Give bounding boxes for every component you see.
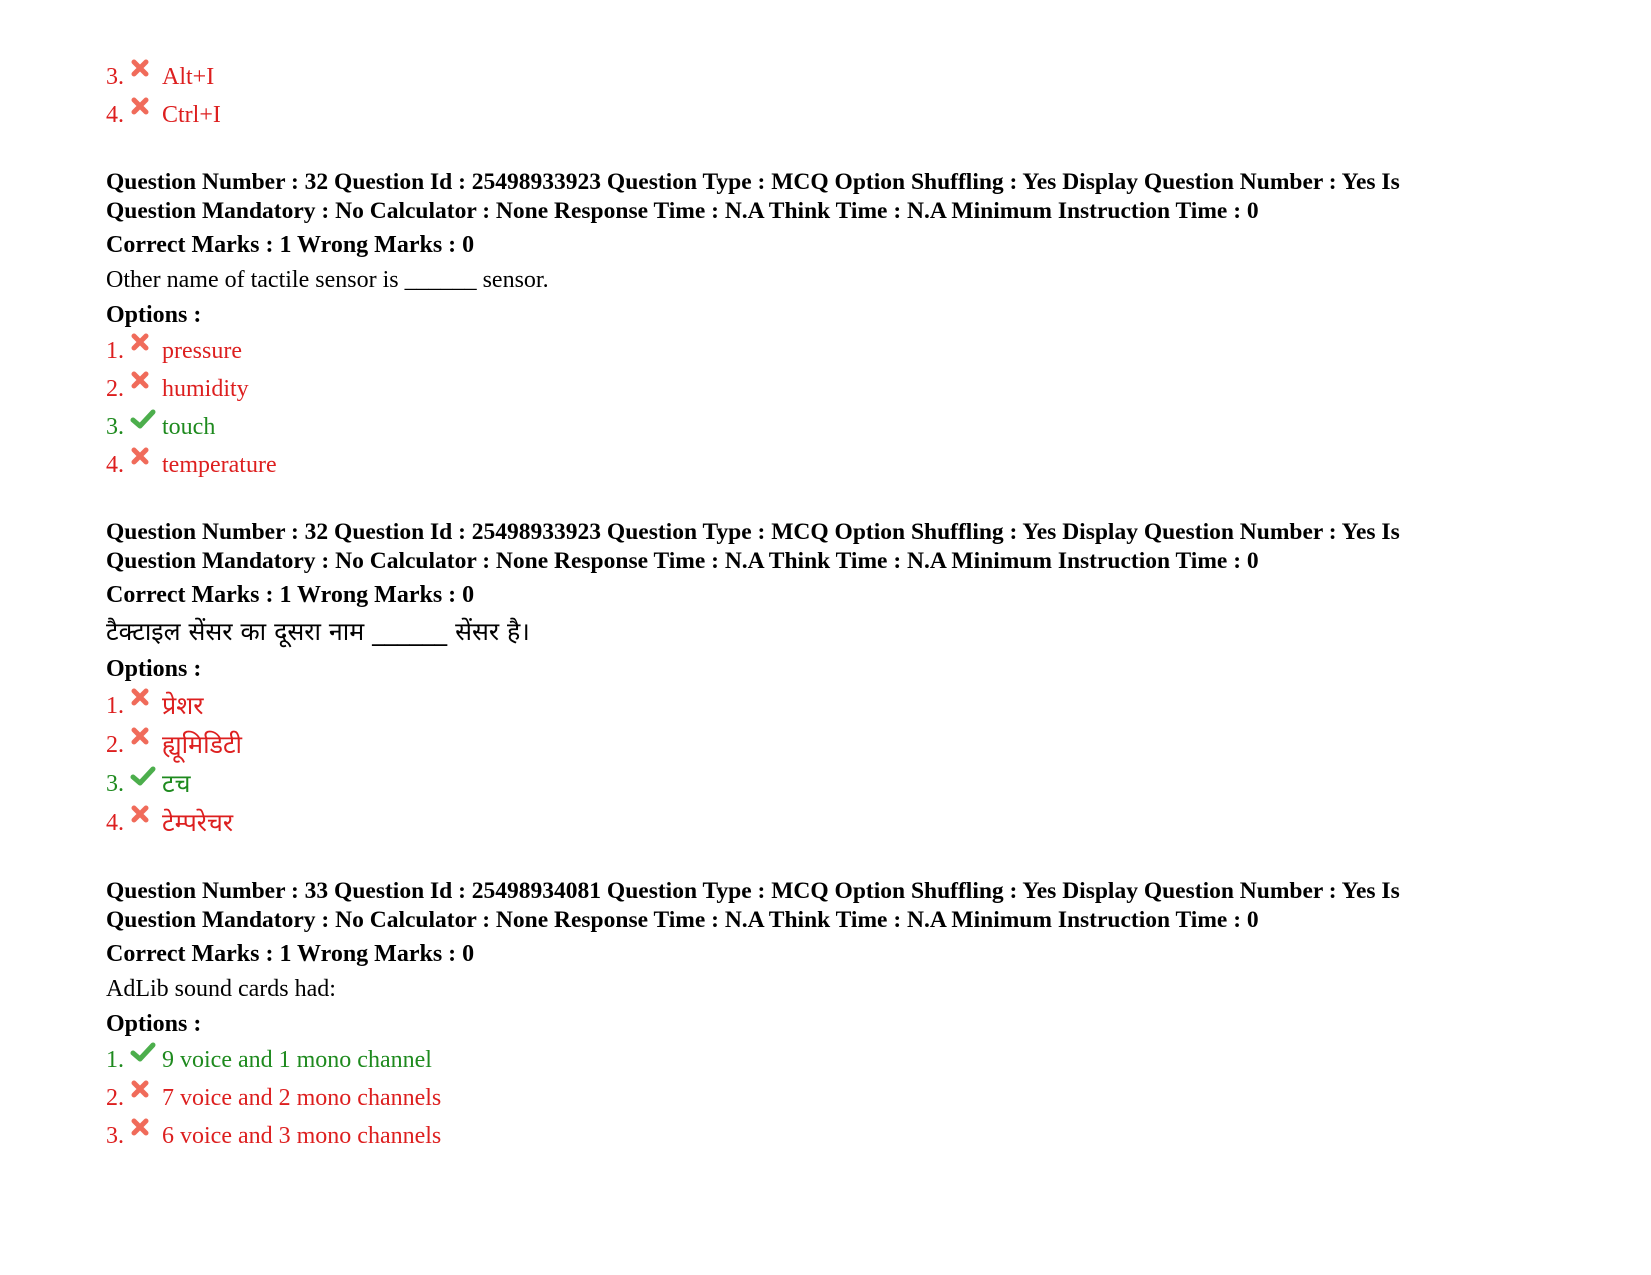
option-text: टच <box>162 769 191 798</box>
option-item <box>106 1045 1566 1075</box>
cross-icon <box>130 726 156 752</box>
cross-icon <box>130 96 156 122</box>
question-block <box>106 168 1566 480</box>
option-text: 7 voice and 2 mono channels <box>162 1085 442 1111</box>
options-label: Options : <box>106 656 202 682</box>
question-meta-line: Question Mandatory : No Calculator : None Response Time : N.A Think Time : N.A Minimum Instruction Time : 0 <box>106 197 1259 224</box>
option-text: Ctrl+I <box>162 102 221 128</box>
cross-icon <box>130 804 156 830</box>
option-item <box>106 450 1566 480</box>
option-number: 3. <box>106 771 124 797</box>
option-number: 2. <box>106 376 124 402</box>
cross-icon <box>130 370 156 396</box>
question-meta-line: Question Number : 32 Question Id : 25498933923 Question Type : MCQ Option Shuffling : Yes Display Question Number : Yes Is <box>106 169 1400 195</box>
top-options-list <box>106 62 1566 130</box>
option-text: 9 voice and 1 mono channel <box>162 1047 432 1073</box>
option-item <box>106 100 1566 130</box>
cross-icon <box>130 332 156 358</box>
option-item <box>106 412 1566 442</box>
option-text: Alt+I <box>162 64 215 90</box>
marks-line: Correct Marks : 1 Wrong Marks : 0 <box>106 232 475 258</box>
option-item <box>106 768 1566 800</box>
check-icon <box>130 1041 156 1067</box>
option-item <box>106 62 1566 92</box>
option-text: temperature <box>162 452 277 478</box>
option-text: pressure <box>162 338 242 364</box>
option-item <box>106 374 1566 404</box>
question-paper <box>106 62 1566 1159</box>
question-text: AdLib sound cards had: <box>106 976 336 1002</box>
question-block <box>106 518 1566 839</box>
question-text: Other name of tactile sensor is ______ sensor. <box>106 267 549 293</box>
options-label: Options : <box>106 1011 202 1037</box>
check-icon <box>130 765 156 791</box>
option-number: 4. <box>106 810 124 836</box>
option-number: 3. <box>106 64 124 90</box>
cross-icon <box>130 687 156 713</box>
option-item <box>106 336 1566 366</box>
option-text: humidity <box>162 376 249 402</box>
option-item <box>106 807 1566 839</box>
check-icon <box>130 408 156 434</box>
cross-icon <box>130 58 156 84</box>
option-text: ह्यूमिडिटी <box>162 730 243 759</box>
question-block <box>106 877 1566 1151</box>
cross-icon <box>130 446 156 472</box>
option-number: 4. <box>106 102 124 128</box>
option-number: 4. <box>106 452 124 478</box>
option-item <box>106 1121 1566 1151</box>
options-label: Options : <box>106 302 202 328</box>
option-number: 3. <box>106 1123 124 1149</box>
option-number: 1. <box>106 693 124 719</box>
option-number: 3. <box>106 414 124 440</box>
option-text: touch <box>162 414 216 440</box>
option-text: 6 voice and 3 mono channels <box>162 1123 442 1149</box>
option-item <box>106 1083 1566 1113</box>
option-item <box>106 690 1566 722</box>
marks-line: Correct Marks : 1 Wrong Marks : 0 <box>106 941 475 967</box>
option-number: 1. <box>106 338 124 364</box>
option-number: 2. <box>106 1085 124 1111</box>
marks-line: Correct Marks : 1 Wrong Marks : 0 <box>106 582 475 608</box>
option-number: 1. <box>106 1047 124 1073</box>
option-text: प्रेशर <box>162 691 204 720</box>
option-item <box>106 729 1566 761</box>
cross-icon <box>130 1117 156 1143</box>
cross-icon <box>130 1079 156 1105</box>
option-number: 2. <box>106 732 124 758</box>
question-meta-line: Question Number : 33 Question Id : 25498934081 Question Type : MCQ Option Shuffling : Yes Display Question Number : Yes Is <box>106 878 1400 904</box>
question-meta-line: Question Mandatory : No Calculator : None Response Time : N.A Think Time : N.A Minimum Instruction Time : 0 <box>106 547 1259 574</box>
question-text: टैक्टाइल सेंसर का दूसरा नाम ______ सेंसर है। <box>106 617 530 646</box>
question-meta-line: Question Number : 32 Question Id : 25498933923 Question Type : MCQ Option Shuffling : Yes Display Question Number : Yes Is <box>106 519 1400 545</box>
option-text: टेम्परेचर <box>162 808 234 837</box>
question-meta-line: Question Mandatory : No Calculator : None Response Time : N.A Think Time : N.A Minimum Instruction Time : 0 <box>106 906 1259 933</box>
